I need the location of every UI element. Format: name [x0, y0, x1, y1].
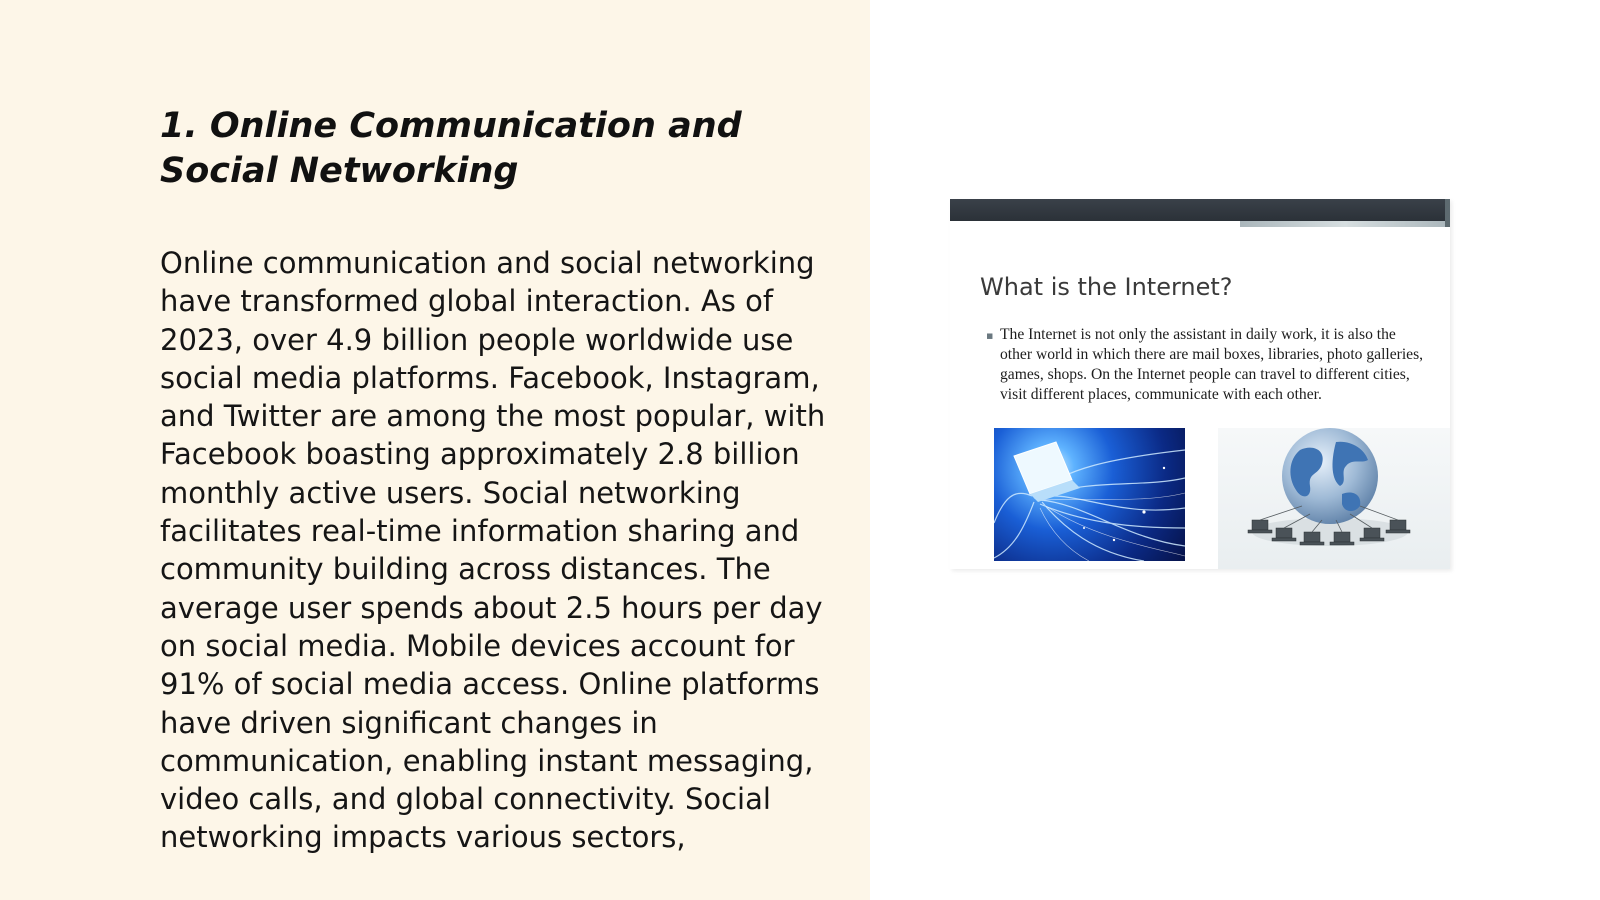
embedded-slide-title: What is the Internet? [980, 273, 1233, 301]
embedded-slide-bar-edge [1445, 199, 1450, 227]
globe-network-icon [1218, 428, 1450, 569]
embedded-slide-header-bar [950, 199, 1450, 221]
bullet-icon: ▪ [986, 329, 994, 342]
slide-body-text: Online communication and social networking have transformed global interaction. As of 2023, over 4.9 billion people worldwide use social media platforms. Facebook, Instagram, and Twitter are among the most popular, with Facebook boasting approximately 2.8 billion monthly active users. Social networking facilitates real-time information sharing and community building across distances. The average user spends about 2.5 hours per day on social media. Mobile devices account for 91% of social media access. Online platforms have driven significant changes in communication, enabling instant messaging, video calls, and global connectivity. Social networking impacts various sectors, [160, 246, 826, 855]
embedded-slide-image [950, 199, 1450, 569]
slide-heading: 1. Online Communication and Social Networking [160, 106, 742, 191]
embedded-slide-bullet: The Internet is not only the assistant in daily work, it is also the other world in which there are mail boxes, libraries, photo galleries, games, shops. On the Internet people can travel to different cities, visit different places, communicate with each other. [1000, 326, 1424, 403]
network-laptop-icon [994, 428, 1185, 561]
embedded-slide-accent-bar [1240, 221, 1450, 227]
